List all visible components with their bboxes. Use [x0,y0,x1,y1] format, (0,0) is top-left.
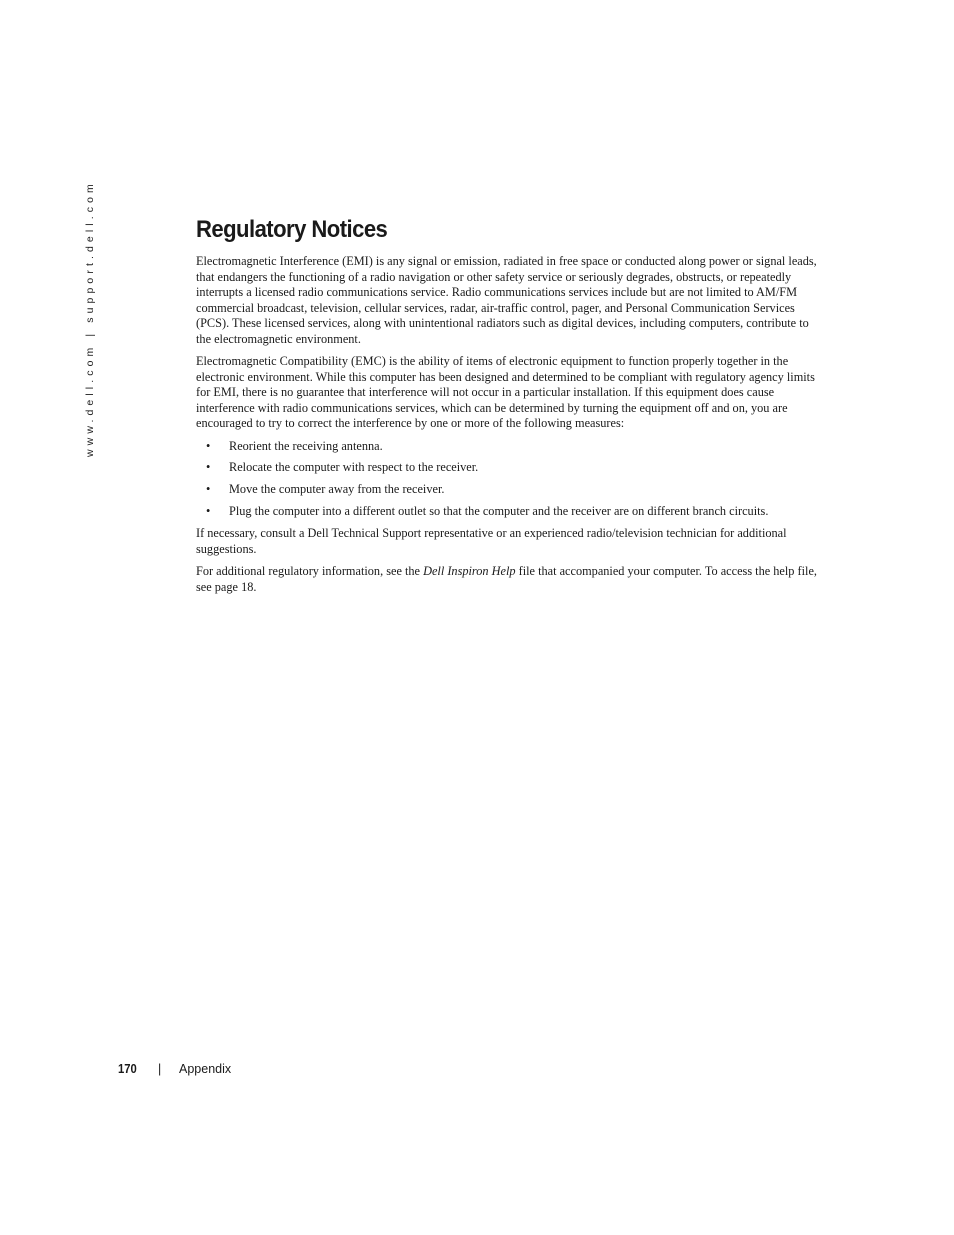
list-item-text: Reorient the receiving antenna. [229,438,383,453]
measures-list [196,439,818,520]
list-item [196,439,818,455]
bullet-icon: • [206,438,211,453]
help-file-name: Dell Inspiron Help [423,563,516,578]
list-item [196,482,818,498]
additional-info-text-end: file that accompanied your computer. To access the help file, see page 18. [196,563,817,594]
document-body [196,214,818,602]
list-item [196,460,818,476]
side-url-text: www.dell.com | support.dell.com [84,180,96,457]
list-item-text: Relocate the computer with respect to the receiver. [229,460,479,475]
page-title: Regulatory Notices [196,216,388,243]
bullet-icon: • [206,482,211,497]
list-item [196,504,818,520]
page-number: 170 [118,1062,137,1076]
emi-paragraph: Electromagnetic Interference (EMI) is any signal or emission, radiated in free space or conducted along power or signal leads, that endangers the functioning of a radio navigation or other safety service or seriously degrades, obstructs, or repeatedly interrupts a licensed radio communications service. Radio communications services include but are not limited to AM/FM commercial broadcast, television, cellular services, radar, air-traffic control, pager, and Personal Communication Services (PCS). These licensed services, along with unintentional radiators such as digital devices, including computers, contribute to the electromagnetic environment. [196,254,817,346]
list-item-text: Plug the computer into a different outlet so that the computer and the receiver are on different branch circuits. [229,504,769,519]
additional-info-paragraph [196,564,818,595]
footer-separator: | [158,1062,162,1076]
list-item-text: Move the computer away from the receiver. [229,482,445,497]
emc-paragraph: Electromagnetic Compatibility (EMC) is the ability of items of electronic equipment to function properly together in the electronic environment. While this computer has been designed and determined to be compliant with regulatory agency limits for EMI, there is no guarantee that interference will not occur in a particular installation. If this equipment does cause interference with radio communications services, which can be determined by turning the equipment off and on, you are encouraged to try to correct the interference by one or more of the following measures: [196,354,815,431]
support-paragraph: If necessary, consult a Dell Technical Support representative or an experienced radio/television technician for additional suggestions. [196,526,787,556]
bullet-icon: • [206,460,211,475]
additional-info-text-start: For additional regulatory information, see the [196,563,424,578]
bullet-icon: • [206,504,211,519]
footer-section-name: Appendix [179,1062,232,1076]
